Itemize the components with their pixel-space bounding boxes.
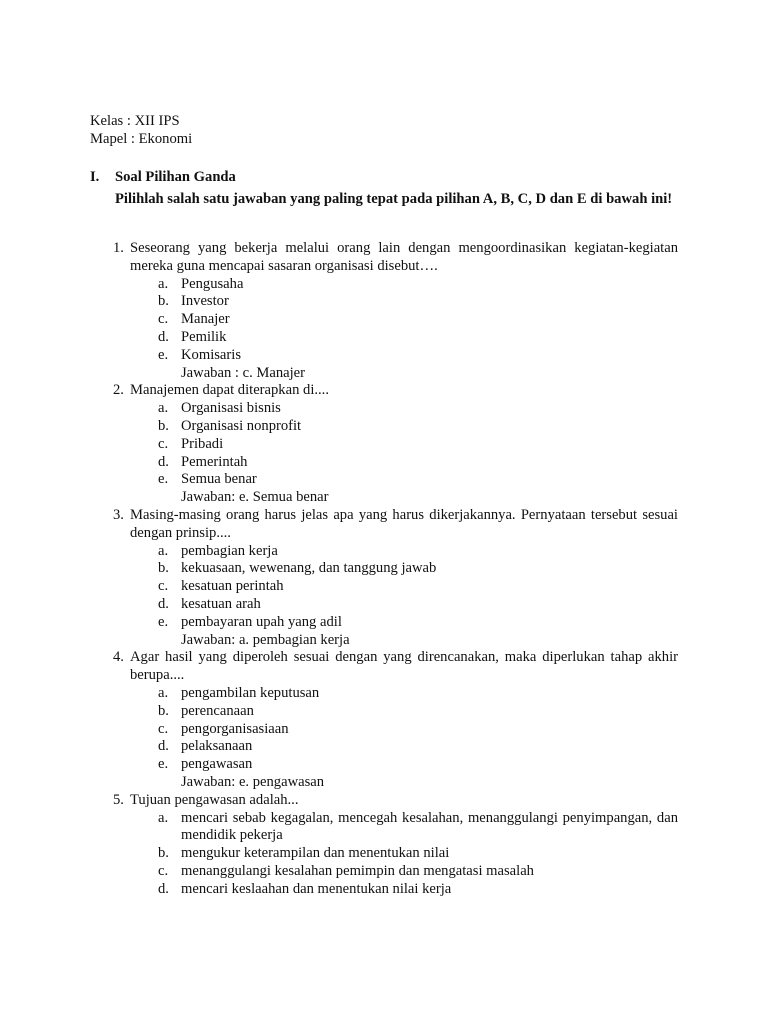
- answer-option: [158, 560, 678, 578]
- option-letter: e.: [158, 613, 169, 630]
- option-letter: e.: [158, 471, 169, 488]
- question-text: Tujuan pengawasan adalah...: [130, 791, 299, 808]
- answer-option: [158, 881, 678, 899]
- answer-option: [158, 596, 678, 614]
- question-list: [113, 240, 678, 898]
- option-text: Komisaris: [181, 346, 241, 363]
- question-number: 5.: [113, 791, 124, 808]
- answer-option: [158, 400, 678, 418]
- option-text: pengorganisasiaan: [181, 720, 289, 737]
- subject-label: Mapel : Ekonomi: [90, 130, 193, 147]
- answer-option: [158, 347, 678, 365]
- question-number: 3.: [113, 506, 124, 523]
- option-text: pelaksanaan: [181, 738, 253, 755]
- answer-option: [158, 471, 678, 489]
- question-number: 2.: [113, 382, 124, 399]
- option-letter: c.: [158, 862, 169, 879]
- option-letter: a.: [158, 542, 169, 559]
- option-text: perencanaan: [181, 702, 254, 719]
- answer-option: [158, 845, 678, 863]
- option-list: [158, 276, 678, 365]
- option-text: mencari sebab kegagalan, mencegah kesalahan, menanggulangi penyimpangan, dan mendidik pekerja: [181, 809, 678, 844]
- option-letter: c.: [158, 578, 169, 595]
- question-text: Masing-masing orang harus jelas apa yang harus dikerjakannya. Pernyataan tersebut sesuai dengan prinsip....: [130, 506, 678, 541]
- answer-option: [158, 293, 678, 311]
- option-letter: b.: [158, 293, 169, 310]
- question-number: 1.: [113, 240, 124, 256]
- option-letter: a.: [158, 400, 169, 417]
- answer-option: [158, 436, 678, 454]
- option-text: pembagian kerja: [181, 542, 278, 559]
- option-text: pembayaran upah yang adil: [181, 613, 342, 630]
- answer-option: [158, 311, 678, 329]
- option-text: Semua benar: [181, 471, 257, 488]
- option-letter: a.: [158, 275, 169, 292]
- answer-option: [158, 810, 678, 846]
- option-letter: d.: [158, 738, 169, 755]
- question-item: [113, 507, 678, 649]
- option-letter: d.: [158, 595, 169, 612]
- answer-option: [158, 756, 678, 774]
- option-text: kekuasaan, wewenang, dan tanggung jawab: [181, 560, 437, 577]
- option-text: menanggulangi kesalahan pemimpin dan mengatasi masalah: [181, 862, 534, 879]
- option-text: Pemilik: [181, 328, 227, 345]
- option-letter: d.: [158, 453, 169, 470]
- question-item: [113, 382, 678, 507]
- option-text: Investor: [181, 293, 229, 310]
- option-letter: c.: [158, 435, 169, 452]
- option-letter: b.: [158, 845, 169, 862]
- option-letter: b.: [158, 702, 169, 719]
- answer-key: Jawaban : c. Manajer: [181, 364, 305, 381]
- option-text: Manajer: [181, 311, 230, 328]
- option-text: pengambilan keputusan: [181, 684, 320, 701]
- answer-option: [158, 703, 678, 721]
- option-letter: e.: [158, 756, 169, 773]
- answer-option: [158, 418, 678, 436]
- option-letter: c.: [158, 720, 169, 737]
- option-letter: a.: [158, 809, 169, 826]
- option-text: Organisasi nonprofit: [181, 417, 302, 434]
- question-item: [113, 649, 678, 791]
- option-list: [158, 810, 678, 899]
- answer-option: [158, 685, 678, 703]
- option-letter: e.: [158, 346, 169, 363]
- option-letter: d.: [158, 328, 169, 345]
- option-text: Pengusaha: [181, 275, 244, 292]
- answer-option: [158, 738, 678, 756]
- section-number: I.: [90, 169, 100, 185]
- option-list: [158, 400, 678, 489]
- option-letter: a.: [158, 684, 169, 701]
- class-label: Kelas : XII IPS: [90, 113, 180, 129]
- question-text: Manajemen dapat diterapkan di....: [130, 382, 329, 399]
- question-item: [113, 240, 678, 382]
- section-title: Soal Pilihan Ganda: [115, 169, 236, 185]
- document-header: [90, 113, 192, 149]
- option-letter: b.: [158, 417, 169, 434]
- option-text: kesatuan perintah: [181, 578, 284, 595]
- answer-option: [158, 329, 678, 347]
- option-text: pengawasan: [181, 756, 253, 773]
- question-text: Agar hasil yang diperoleh sesuai dengan yang direncanakan, maka diperlukan tahap akhir berupa....: [130, 649, 678, 684]
- option-text: mengukur keterampilan dan menentukan nilai: [181, 845, 450, 862]
- option-text: Pemerintah: [181, 453, 248, 470]
- question-number: 4.: [113, 649, 124, 666]
- answer-option: [158, 578, 678, 596]
- answer-option: [158, 721, 678, 739]
- option-list: [158, 685, 678, 774]
- option-letter: d.: [158, 880, 169, 897]
- answer-key: Jawaban: a. pembagian kerja: [181, 631, 350, 648]
- section-instruction: Pilihlah salah satu jawaban yang paling tepat pada pilihan A, B, C, D dan E di bawah ini!: [115, 191, 673, 207]
- answer-key: Jawaban: e. pengawasan: [181, 773, 325, 790]
- option-text: Organisasi bisnis: [181, 400, 281, 417]
- answer-option: [158, 863, 678, 881]
- option-text: kesatuan arah: [181, 595, 261, 612]
- answer-option: [158, 614, 678, 632]
- question-item: [113, 792, 678, 899]
- option-list: [158, 543, 678, 632]
- answer-option: [158, 543, 678, 561]
- option-text: mencari keslaahan dan menentukan nilai kerja: [181, 880, 452, 897]
- answer-key: Jawaban: e. Semua benar: [181, 489, 329, 506]
- option-text: Pribadi: [181, 435, 224, 452]
- answer-option: [158, 454, 678, 472]
- option-letter: c.: [158, 311, 169, 328]
- answer-option: [158, 276, 678, 294]
- question-text: Seseorang yang bekerja melalui orang lain dengan mengoordinasikan kegiatan-kegiatan mereka guna mencapai sasaran organisasi disebut….: [130, 240, 678, 274]
- option-letter: b.: [158, 560, 169, 577]
